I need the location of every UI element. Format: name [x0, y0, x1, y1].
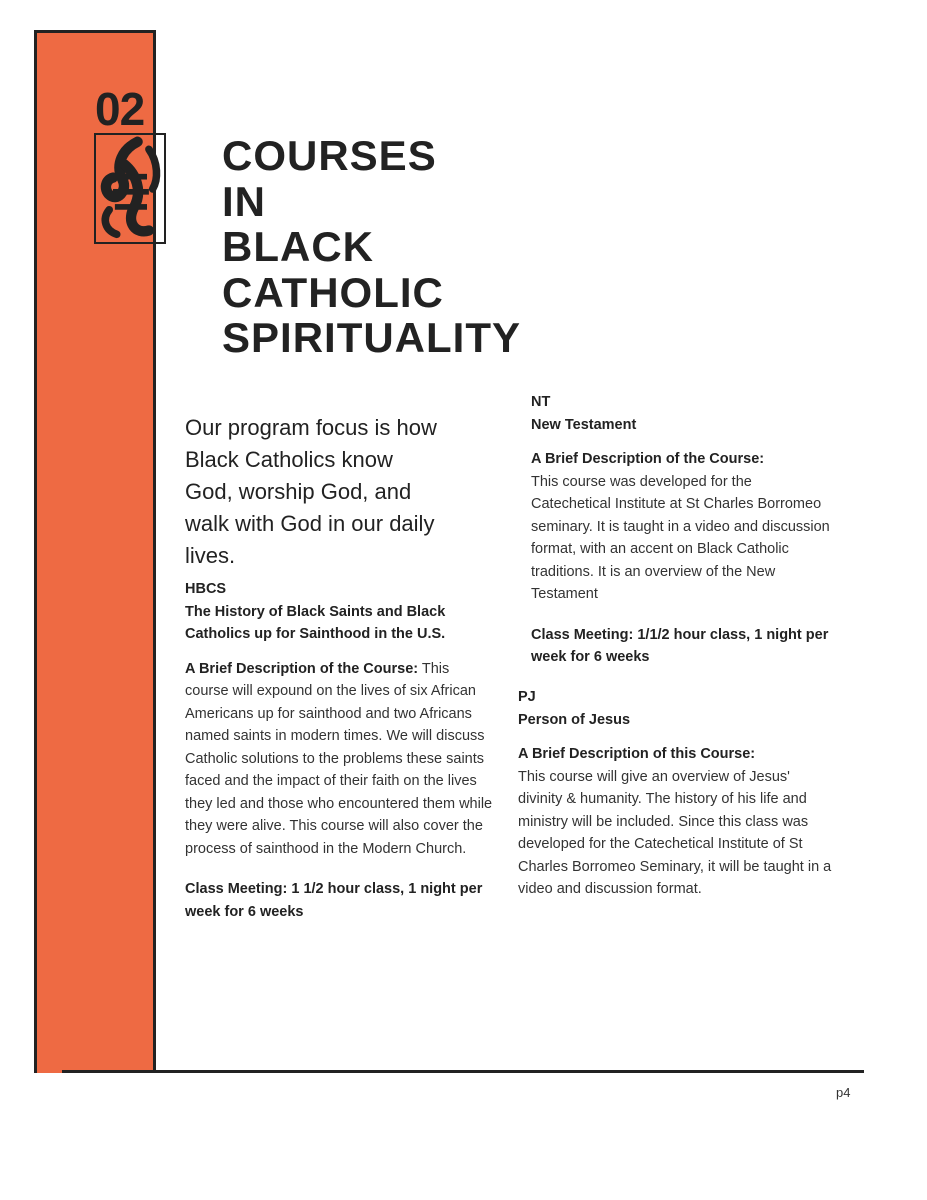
course-nt — [531, 391, 831, 669]
title-line: IN — [222, 177, 266, 225]
section-number: 02 — [95, 83, 145, 135]
class-meeting: Class Meeting: 1 1/2 hour class, 1 night per week for 6 weeks — [185, 881, 483, 920]
title-line: BLACK — [222, 223, 374, 270]
course-code: PJ — [518, 689, 536, 705]
title-line: CATHOLIC — [222, 268, 444, 316]
adinkra-symbol-icon — [94, 133, 166, 244]
course-pj — [518, 686, 838, 901]
class-meeting: Class Meeting: 1/1/2 hour class, 1 night per week for 6 weeks — [531, 626, 829, 665]
course-description — [185, 658, 495, 861]
course-name: Person of Jesus — [518, 711, 631, 728]
course-name: New Testament — [531, 416, 637, 433]
page-number: p4 — [836, 1085, 851, 1100]
description-label: A Brief Description of the Course: — [185, 660, 419, 677]
intro-statement: Our program focus is how Black Catholics know God, worship God, and walk with God in our daily lives. — [185, 415, 437, 568]
bottom-divider — [62, 1070, 864, 1073]
description-label: A Brief Description of the Course: — [531, 451, 765, 467]
description-text: This course will expound on the lives of six African Americans up for sainthood and two Africans named saints in modern times. We will discuss Catholic solutions to the problems these saints faced and the impact of their faith on the lives they led and those who encountered them while they were alive. This course will also cover the process of sainthood in the Modern Church. — [185, 660, 493, 857]
title-line: SPIRITUALITY — [222, 314, 522, 361]
description-label: A Brief Description of this Course: — [518, 746, 756, 762]
title-line: COURSES — [222, 132, 437, 179]
page-title — [222, 133, 521, 361]
course-name: The History of Black Saints and Black Catholics up for Sainthood in the U.S. — [185, 603, 446, 642]
course-hbcs — [185, 578, 495, 923]
course-code: NT — [531, 394, 551, 410]
course-code: HBCS — [185, 581, 227, 597]
description-text: This course was developed for the Catechetical Institute at St Charles Borromeo seminary. It is taught in a video and discussion format, with an accent on Black Catholic traditions. It is an overview of the New Testament — [531, 473, 830, 602]
description-text: This course will give an overview of Jesus' divinity & humanity. The history of his life and ministry will be included. Since this class was developed for the Catechetical Institute of St Charles Borromeo Seminary, it will be taught in a video and discussion format. — [518, 768, 832, 897]
